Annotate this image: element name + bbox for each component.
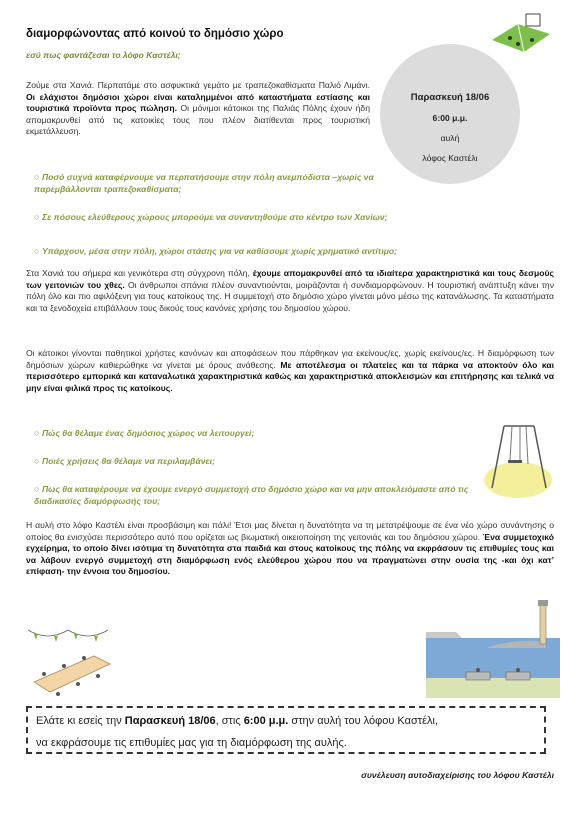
cta-line-1: Ελάτε κι εσείς την Παρασκευή 18/06, στις 6:00 μ.μ. στην αυλή του λόφου Καστέλι, [36,715,439,727]
bullet-icon: ○ [34,246,40,256]
question-2: ○ Σε πόσους ελεύθερους χώρους μπορούμε να συναντηθούμε στο κέντρο των Χανίων; [34,212,388,222]
question-5: ○ Ποιές χρήσεις θα θέλαμε να περιλαμβάνει; [34,456,215,466]
page-subtitle: εσύ πως φαντάζεσαι το λόφο Καστέλι; [26,50,181,60]
intro-bold-text: Οι ελάχιστοι δημόσιοι χώροι είναι καταλημμένοι από καταστήματα εστίασης και τουριστικά προϊόντα προς πώληση. [26,91,370,114]
party-table-illustration [24,620,114,700]
body-paragraph-3: Οι κάτοικοι γίνονται παθητικοί χρήστες κανόνων και αποφάσεων που πάρθηκαν για εκείνους/ες, χωρίς εκείνους/ες. Η διαμόρφωση των δημόσιων χώρων καθιερώθηκε να γίνεται με όρους ανάθεσης. Με αποτέλεσμα οι πλατείες και τα πάρκα να αποκτούν όλο και περισσότερο εμπορικά και καταναλωτικά χαρακτηριστικά καθώς και χαρακτηριστικά αποκλεισμών και επιτήρησης και τελικά να μην είναι φιλικά προς τις κατοίκους. [26,348,555,393]
body-paragraph-2: Στα Χανιά του σήμερα και γενικότερα στη σύγχρονη πόλη, έχουμε απομακρυνθεί από τα ιδιαίτερα χαρακτηριστικά και τους δεσμούς των γειτονιών του χθες. Οι άνθρωποι σπάνια πλέον συναντιούνται, μοιράζονται ή συνδιαμορφώνουν. Η τουριστική ανάπτυξη κάνει την πόλη όλο και πιο αφιλόξενη για τους κατοίκους της. Η συμμετοχή στο δημόσιο χώρο γίνεται μόνο μέσω της κατανάλωσης. Τα καταστήματα και τα ξενοδοχεία επιβάλλουν τους δικούς τους κανόνες χρήσης του δημοσίου χώρου. [26,268,554,313]
call-to-action-box [26,706,546,754]
question-3: ○ Υπάρχουν, μέσα στην πόλη, χώροι στάσης για να καθίσουμε χωρίς χρηματικό αντίτιμο; [34,246,397,256]
event-location: λόφος Καστέλι [422,153,478,163]
event-place: αυλή [440,133,460,143]
bullet-icon: ○ [34,172,40,182]
question-6: ○ Πως θα καταφέρουμε να έχουμε ενεργό συμμετοχή στο δημόσιο χώρο και να μην αποκλειόμαστε από τις διαδικασίες διαμόρφωσής του; [34,484,469,506]
event-info-circle [380,44,520,184]
bullet-icon: ○ [34,428,40,438]
harbour-lighthouse-illustration [426,598,560,698]
intro-end-text: Οι μόνιμοι κάτοικοι της Παλιάς Πόλης έχουν ήδη απομακρυνθεί από τις κατοικίες τους που πλέον διατίθενται προς τουριστική εκμετάλλευση. [26,103,370,137]
cta-line-2: να εκφράσουμε τις επιθυμίες μας για τη διαμόρφωση της αυλής. [36,737,347,749]
page-title: διαμορφώνοντας από κοινού το δημόσιο χώρο [26,28,284,40]
bullet-icon: ○ [34,484,40,494]
intro-text: Ζούμε στα Χανιά. Περπατάμε στο ασφυκτικά γεμάτο με τραπεζοκαθίσματα Παλιό Λιμάνι. [26,80,370,90]
event-time: 6:00 μ.μ. [432,113,468,123]
signature: συνέλευση αυτοδιαχείρισης του λόφου Καστέλι [361,770,554,780]
question-1: ○ Ποσό συχνά καταφέρνουμε να περπατήσουμε στην πόλη ανεμπόδιστα –χωρίς να παρεμβάλλονται τραπεζοκαθίσματα; [34,172,374,194]
event-date: Παρασκευή 18/06 [410,92,490,103]
football-field-illustration [488,10,552,54]
question-4: ○ Πώς θα θέλαμε ένας δημόσιος χώρος να λειτουργεί; [34,428,255,438]
bullet-icon: ○ [34,212,40,222]
swing-illustration [484,418,554,500]
intro-paragraph [26,80,370,138]
bullet-icon: ○ [34,456,40,466]
body-paragraph-4: Η αυλή στο λόφο Καστέλι είναι προσβάσιμη και πάλι! Έτσι μας δίνεται η δυνατότητα να τη μετατρέψουμε σε ένα νέο χώρο συνάντησης ο οποίος θα ενισχύσει περισσότερο αυτό που ορίζεται ως βιωματική οικειοποίηση της γειτονιάς και του δημόσιου χώρου. Ένα συμμετοχικό εγχείρημα, το οποίο δίνει ισότιμα τη δυνατότητα στα παιδιά και στους κατοίκους της πόλης να εκφράσουν τις επιθυμίες τους και να λάβουν ενεργό συμμετοχή στη διαμόρφωση ενός ελεύθερου χώρου που να πραγματώνει στην ουσία της -και όχι κατ’ επίφαση- την έννοια του δημοσίου. [26,520,554,577]
